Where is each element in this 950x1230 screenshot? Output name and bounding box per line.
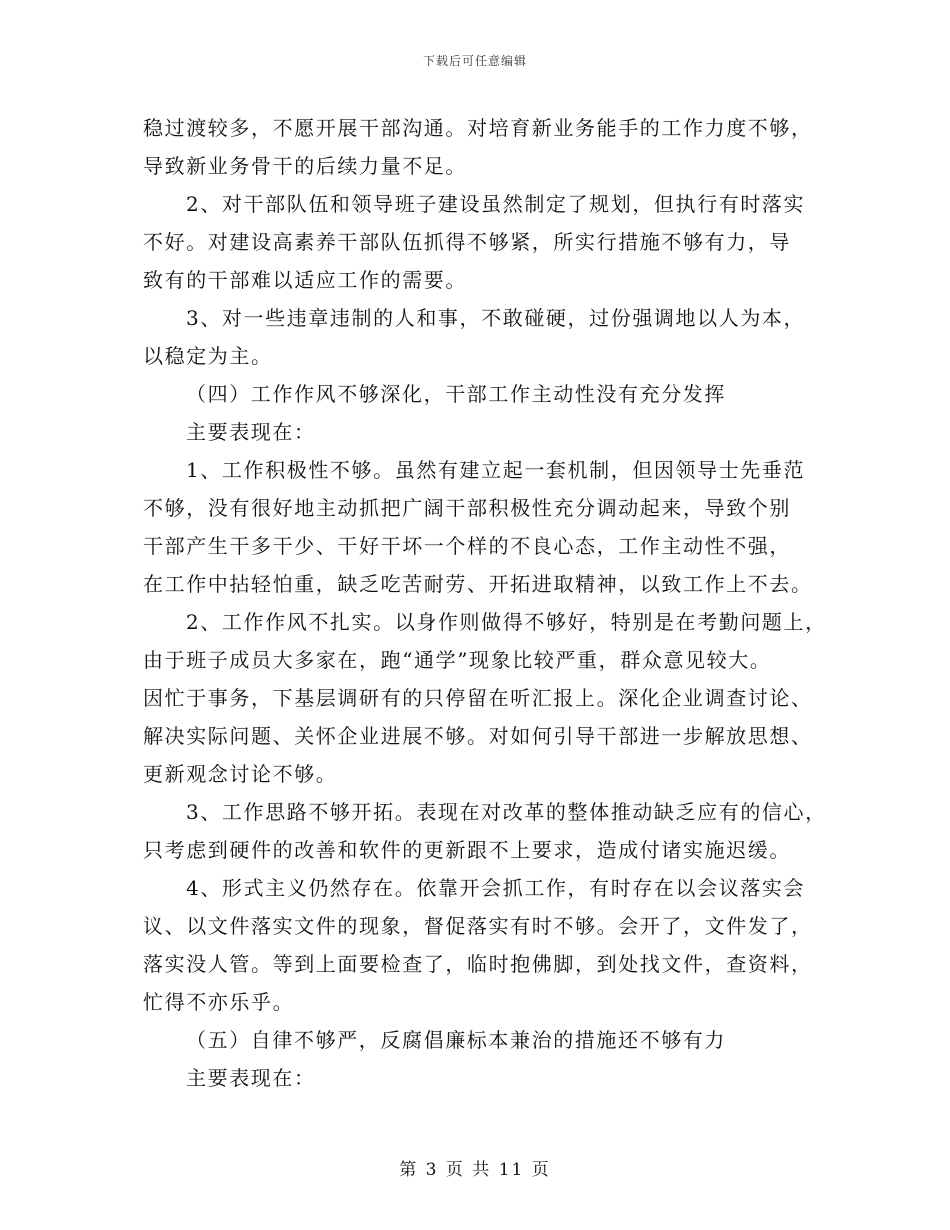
text-line: 议、以文件落实文件的现象，督促落实有时不够。会开了，文件发了， <box>143 914 813 938</box>
text-line: 不好。对建设高素养干部队伍抓得不够紧，所实行措施不够有力，导 <box>143 230 791 254</box>
text-line: 4、形式主义仍然存在。依靠开会抓工作，有时存在以会议落实会 <box>186 876 806 900</box>
text-line: 更新观念讨论不够。 <box>143 762 338 786</box>
text-line: 不够，没有很好地主动抓把广阔干部积极性充分调动起来，导致个别 <box>143 496 791 520</box>
text-line: 2、对干部队伍和领导班子建设虽然制定了规划，但执行有时落实 <box>186 192 806 216</box>
text-line: 主要表现在： <box>186 420 316 444</box>
text-line: 解决实际问题、关怀企业进展不够。对如何引导干部进一步解放思想、 <box>143 724 813 748</box>
text-line: 1、工作积极性不够。虽然有建立起一套机制，但因领导士先垂范 <box>186 458 806 482</box>
text-line: 忙得不亦乐乎。 <box>143 990 295 1014</box>
page-footer: 第 3 页 共 11 页 <box>399 1160 551 1180</box>
text-line: 致有的干部难以适应工作的需要。 <box>143 268 467 292</box>
text-line: 只考虑到硬件的改善和软件的更新跟不上要求，造成付诸实施迟缓。 <box>143 838 791 862</box>
section-heading: （四）工作作风不够深化，干部工作主动性没有充分发挥 <box>186 382 726 406</box>
text-line: 在工作中拈轻怕重，缺乏吃苦耐劳、开拓进取精神，以致工作上不去。 <box>143 572 813 596</box>
text-line: 主要表现在： <box>186 1066 316 1090</box>
text-line: 3、工作思路不够开拓。表现在对改革的整体推动缺乏应有的信心， <box>186 800 827 824</box>
page-header: 下载后可任意编辑 <box>422 54 527 68</box>
text-line: 由于班子成员大多家在，跑“通学”现象比较严重，群众意见较大。 <box>143 648 772 672</box>
text-line: 稳过渡较多，不愿开展干部沟通。对培育新业务能手的工作力度不够， <box>143 116 813 140</box>
text-line: 3、对一些违章违制的人和事，不敢碰硬，过份强调地以人为本， <box>186 306 806 330</box>
text-line: 导致新业务骨干的后续力量不足。 <box>143 154 467 178</box>
text-line: 落实没人管。等到上面要检查了，临时抱佛脚，到处找文件，查资料， <box>143 952 813 976</box>
text-line: 2、工作作风不扎实。以身作则做得不够好，特别是在考勤问题上， <box>186 610 827 634</box>
section-heading: （五）自律不够严，反腐倡廉标本兼治的措施还不够有力 <box>186 1028 726 1052</box>
text-line: 以稳定为主。 <box>143 344 273 368</box>
text-line: 干部产生干多干少、干好干坏一个样的不良心态，工作主动性不强， <box>143 534 791 558</box>
text-line: 因忙于事务，下基层调研有的只停留在听汇报上。深化企业调查讨论、 <box>143 686 813 710</box>
